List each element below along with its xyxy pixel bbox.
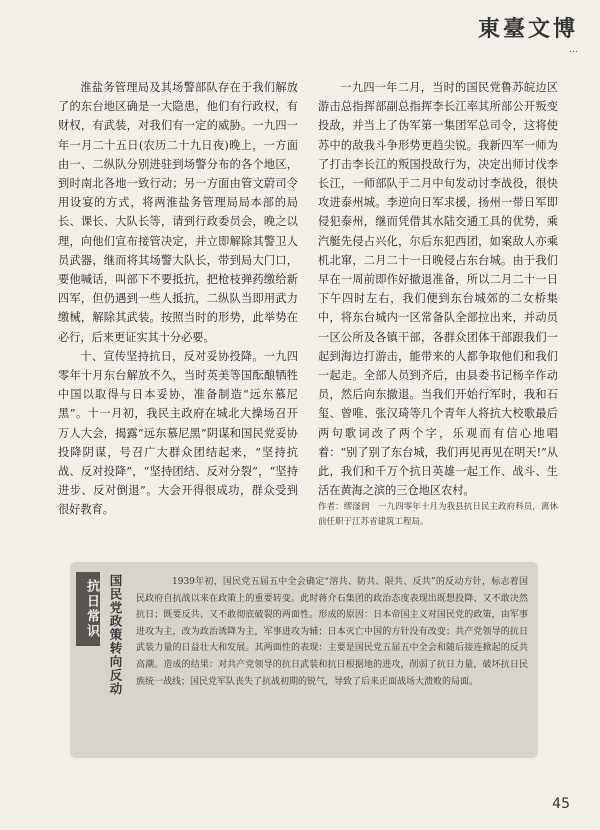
knowledge-box <box>70 562 538 758</box>
article-paragraph: 一九四一年二月，当时的国民党鲁苏皖边区游击总指挥部副总指挥李长江率其所部公开叛变投敌，并当上了伪军第一集团军总司令，这将使苏中的敌我斗争形势更趋尖锐。我新四军一师为了打击李长江的叛国投敌行为，决定出师讨伐李长江，一师部队于二月中旬发动讨李战役，很快攻进泰州城。李逆向日军求援，扬州一带日军即侵犯泰州，继而凭借其水陆交通工具的优势，乘汽艇先侵占兴化，尔后东犯西团，如案敌人亦乘机北窜，二月二十一日晚侵占东台城。由于我们早在一周前即作好撤退准备，所以二月二十一日下午四时左右，我们便到东台城郊的二女桥集中，将东台城内一区常备队全部拉出来，并动员一区公所及各镇干部，各群众团体干部跟我们一起到海边打游击，能带来的人都争取他们和我们一起走。全部人员到齐后，由县委书记杨辛作动员，然后向东撤退。当我们开始行军时，我和石玺、曾唯、张汉琦等几个青年人将抗大校歌最后两句歌词改了两个字，乐观而有信心地唱着：“别了别了东台城，我们再见再见在明天!”从此，我们和千万个抗日英雄一起工作、战斗、生活在黄海之滨的三仓地区农村。 <box>318 81 558 498</box>
masthead <box>478 12 578 55</box>
page-number: 45 <box>552 796 570 812</box>
box-tag: 抗日常识 <box>76 572 100 646</box>
box-text <box>136 574 528 690</box>
masthead-title: 東臺文博 <box>477 16 578 42</box>
article-paragraph: 淮盐务管理局及其场警部队存在于我们解放了的东台地区确是一大隐患，他们有行政权，有财权，有武装，对我们有一定的威胁。一九四一年一月二十五日(农历二十九日夜)晚上，一方面由一、二纵队分别进驻到场警分布的各个地区，到时南北各地一致行动；另一方面由管文蔚司令用设宴的方式，将两淮盐务管理局局本部的局长、课长、大队长等，请到行政委员会，晚之以理，向他们宣布接管决定，并立即解除其警卫人员武器，继而将其场警大队长，带到局大门口，要他喊话，叫部下不要抵抗，把枪枝弹药缴给新四军，但仍遇到一些人抵抗，二纵队当即用武力缴械，解除其武装。按照当时的形势，此举势在必行，后来更证实其十分必要。 <box>58 81 298 344</box>
box-paragraph: 1939年初，国民党五届五中全会确定“溶共、防共、限共、反共”的反动方针，标志着国民政府自抗战以来在政策上的重要转变。此时蒋介石集团的政治态度表现出既想投降、又不敢决然抗日；既要反共、又不敢彻底破裂的两面性。形成的原因：日本帝国主义对国民党的政策，由军事进攻为主，改为政治诱降为主，军事进攻为辅；日本灭亡中国的方针没有改变；共产党领导的抗日武装力量的日益壮大和发展。其两面性的表现：主要是国民党五届五中全会和随后接连掀起的反共高潮。造成的结果：对共产党领导的抗日武装和抗日根据地的进攻，削弱了抗日力量，破坏抗日民族统一战线；国民党军队丧失了抗战初期的锐气，导致了后来正面战场大溃败的局面。 <box>136 577 528 687</box>
article-paragraph: 十、宣传坚持抗日，反对妥协投降。一九四零年十月东台解放不久，当时英美等国酝酿牺牲中国以取得与日本妥协，准备制造“远东慕尼黑”。十一月初，我民主政府在城北大操场召开万人大会，揭露“远东慕尼黑”阴谋和国民党妥协投降阴谋，号召广大群众团结起来，“坚持抗战、反对投降”，“坚持团结、反对分裂”，“坚持进步、反对倒退”。大会开得很成功，群众受到很好教育。 <box>58 349 298 517</box>
masthead-signature: … <box>569 45 578 55</box>
box-heading: 国民党政策转向反动 <box>108 574 123 696</box>
article-body <box>58 78 558 530</box>
author-note: 作者：缪滏润 一九四零年十月为我县抗日民主政府科员，离休前任职于江苏省建筑工程局。 <box>318 502 558 528</box>
